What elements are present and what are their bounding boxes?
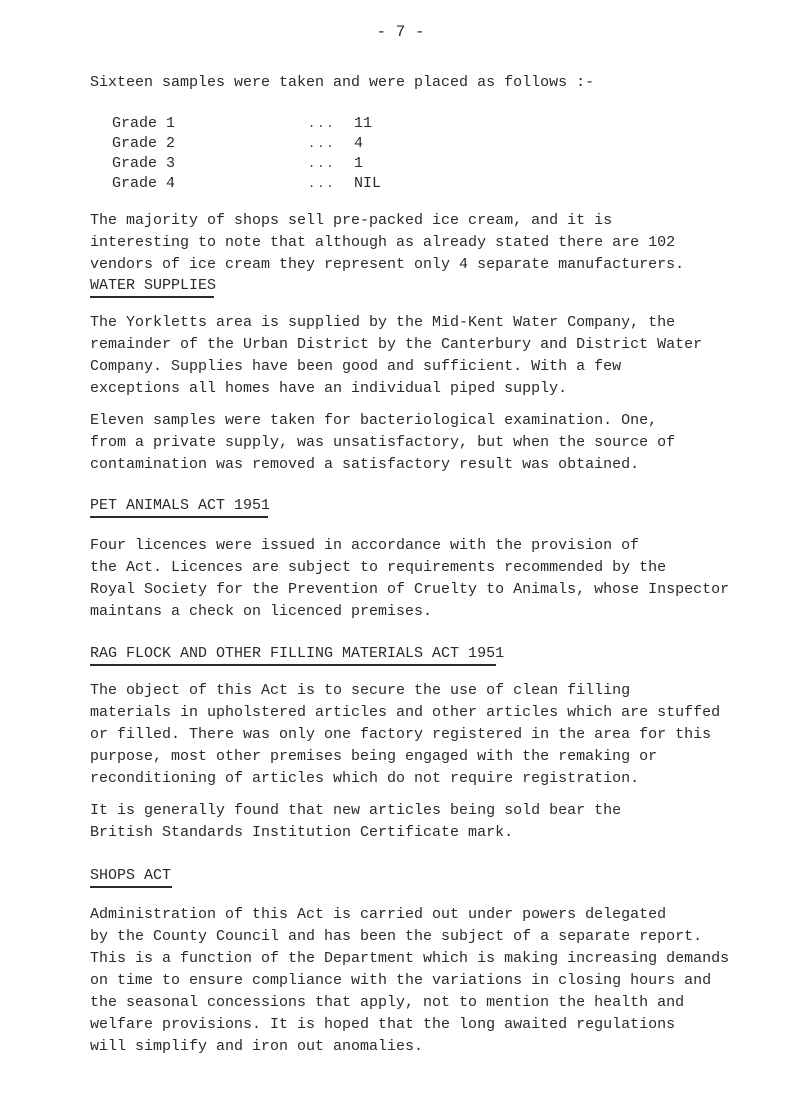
heading-underline: [90, 664, 496, 666]
pet-animals-heading: PET ANIMALS ACT 1951: [90, 497, 271, 514]
grade-label: Grade 4: [112, 175, 176, 192]
rag-flock-paragraph-2: It is generally found that new articles being sold bear the British Standards Institution Certificate mark.: [90, 802, 622, 841]
grade-value: 11: [354, 115, 373, 132]
grade-label: Grade 3: [112, 155, 176, 172]
heading-underline: [90, 886, 172, 888]
rag-flock-heading: RAG FLOCK AND OTHER FILLING MATERIALS ACT 1951: [90, 645, 505, 662]
ice-cream-paragraph: The majority of shops sell pre-packed ice cream, and it is interesting to note that although as already stated there are 102 vendors of ice cream they represent only 4 separate manufacturers.: [90, 212, 685, 273]
grade-dots: ...: [308, 177, 336, 191]
grade-dots: ...: [308, 117, 336, 131]
heading-underline: [90, 296, 214, 298]
water-supplies-heading: WATER SUPPLIES: [90, 277, 217, 294]
shops-act-paragraph: Administration of this Act is carried out under powers delegated by the County Council and has been the subject of a separate report. This is a function of the Department which is making increasing demands on time to ensure compliance with the variations in closing hours and the seasonal concessions that apply, not to mention the health and welfare provisions. It is hoped that the long awaited regulations will simplify and iron out anomalies.: [90, 906, 730, 1055]
rag-flock-paragraph-1: The object of this Act is to secure the use of clean filling materials in upholstered articles and other articles which are stuffed or filled. There was only one factory registered in the area for this purpose, most other premises being engaged with the remaking or reconditioning of articles which do not require registration.: [90, 682, 721, 787]
grade-dots: ...: [308, 157, 336, 171]
grade-label: Grade 2: [112, 135, 176, 152]
grade-dots: ...: [308, 137, 336, 151]
grade-value: NIL: [354, 175, 382, 192]
heading-underline: [90, 516, 268, 518]
water-paragraph-2: Eleven samples were taken for bacteriological examination. One, from a private supply, was unsatisfactory, but when the source of contamination was removed a satisfactory result was obtained.: [90, 412, 676, 473]
grade-value: 1: [354, 155, 364, 172]
water-paragraph-1: The Yorkletts area is supplied by the Mid-Kent Water Company, the remainder of the Urban District by the Canterbury and District Water Company. Supplies have been good and sufficient. With a few exceptions all homes have an individual piped supply.: [90, 314, 703, 397]
grade-value: 4: [354, 135, 364, 152]
page-number: - 7 -: [376, 23, 425, 41]
grade-label: Grade 1: [112, 115, 176, 132]
intro-line: Sixteen samples were taken and were placed as follows :-: [90, 74, 595, 91]
shops-act-heading: SHOPS ACT: [90, 867, 172, 884]
pet-animals-paragraph: Four licences were issued in accordance with the provision of the Act. Licences are subject to requirements recommended by the Royal Society for the Prevention of Cruelty to Animals, whose Inspector maintans a check on licenced premises.: [90, 537, 730, 620]
